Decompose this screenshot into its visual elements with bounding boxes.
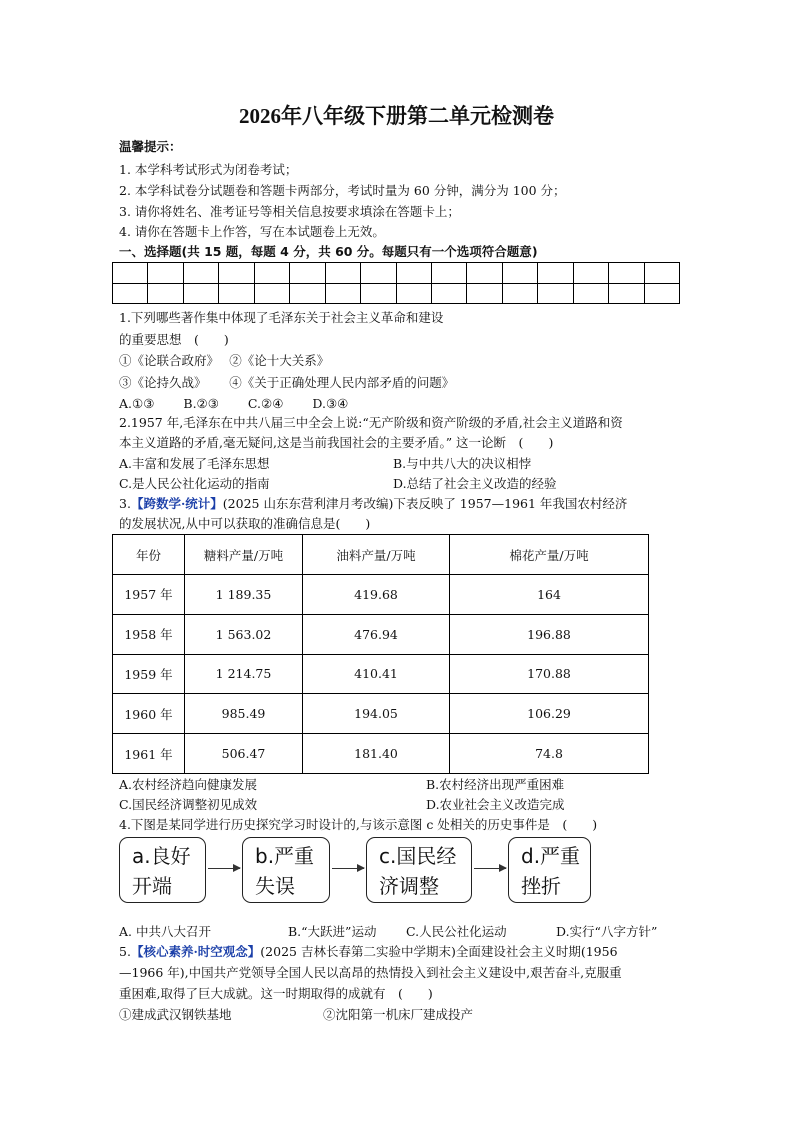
q1-stem: 的重要思想 ( ) (119, 332, 229, 347)
answer-cell[interactable] (290, 283, 325, 304)
q3-option-a: A.农村经济趋向健康发展 (119, 777, 258, 792)
answer-grid (112, 262, 680, 304)
q5-stem-text: (2025 吉林长春第二实验中学期末)全面建设社会主义时期(1956 (260, 944, 618, 959)
table-cell: 164 (450, 575, 649, 615)
answer-cell[interactable] (361, 283, 396, 304)
answer-cell[interactable] (502, 263, 537, 284)
answer-cell[interactable] (431, 263, 466, 284)
flow-box (242, 837, 330, 903)
table-header: 油料产量/万吨 (303, 535, 450, 575)
answer-cell[interactable] (609, 263, 644, 284)
q4-stem: 4.下图是某同学进行历史探究学习时设计的,与该示意图 c 处相关的历史事件是 ( ) (119, 817, 598, 832)
tip-item: 1. 本学科考试形式为闭卷考试； (119, 162, 298, 177)
answer-cell[interactable] (219, 283, 254, 304)
q3-stem-text: (2025 山东东营利津月考改编)下表反映了 1957—1961 年我国农村经济 (222, 496, 628, 511)
table-header-row (113, 535, 649, 575)
answer-cell[interactable] (183, 263, 218, 284)
answer-cell[interactable] (113, 263, 148, 284)
table-header: 棉花产量/万吨 (450, 535, 649, 575)
answer-cell[interactable] (325, 283, 360, 304)
answer-cell[interactable] (290, 263, 325, 284)
q5-stem (119, 943, 618, 960)
tips-heading: 温馨提示： (119, 139, 182, 154)
table-cell: 194.05 (303, 694, 450, 734)
table-row (113, 734, 649, 774)
q4-option-b: B.“大跃进”运动 (288, 924, 377, 939)
q3-option-b: B.农村经济出现严重困难 (426, 777, 565, 792)
answer-cell[interactable] (361, 263, 396, 284)
q3-option-d: D.农业社会主义改造完成 (426, 797, 565, 812)
q2-option-a: A.丰富和发展了毛泽东思想 (119, 456, 270, 471)
table-cell: 181.40 (303, 734, 450, 774)
q1-items: ③《论持久战》 ④《关于正确处理人民内部矛盾的问题》 (119, 375, 455, 390)
flow-box-line: 济调整 (379, 874, 439, 898)
q5-items: ①建成武汉钢铁基地 (119, 1007, 232, 1022)
answer-cell[interactable] (431, 283, 466, 304)
tip-item: 2. 本学科试卷分试题卷和答题卡两部分，考试时量为 60 分钟，满分为 100 分； (119, 183, 566, 198)
q2-option-c: C.是人民公社化运动的指南 (119, 476, 270, 491)
flow-box-line: d.严重 (521, 844, 581, 868)
flow-box (119, 837, 206, 903)
table-cell: 74.8 (450, 734, 649, 774)
table-row (113, 694, 649, 734)
q3-option-c: C.国民经济调整初见成效 (119, 797, 258, 812)
data-table (112, 534, 649, 774)
table-header: 年份 (113, 535, 185, 575)
tip-item: 4. 请你在答题卡上作答，写在本试题卷上无效。 (119, 224, 385, 239)
answer-cell[interactable] (396, 263, 431, 284)
answer-cell[interactable] (183, 283, 218, 304)
answer-cell[interactable] (644, 283, 679, 304)
answer-cell[interactable] (467, 283, 502, 304)
table-cell: 419.68 (303, 575, 450, 615)
q3-tag: 【跨数学·统计】 (130, 496, 223, 511)
flow-box-line: 开端 (132, 874, 172, 898)
flow-box-line: c.国民经 (379, 844, 457, 868)
table-row (113, 614, 649, 654)
flow-box (366, 837, 472, 903)
tip-item: 3. 请你将姓名、准考证号等相关信息按要求填涂在答题卡上； (119, 204, 460, 219)
q3-stem: 的发展状况,从中可以获取的准确信息是( ) (119, 516, 371, 531)
answer-cell[interactable] (573, 283, 608, 304)
answer-cell[interactable] (113, 283, 148, 304)
table-cell: 506.47 (185, 734, 303, 774)
table-cell: 1957 年 (113, 575, 185, 615)
answer-cell[interactable] (609, 283, 644, 304)
q1-items: ①《论联合政府》 ②《论十大关系》 (119, 353, 330, 368)
table-cell: 1960 年 (113, 694, 185, 734)
table-cell: 1958 年 (113, 614, 185, 654)
q5-stem: —1966 年),中国共产党领导全国人民以高昂的热情投入到社会主义建设中,艰苦奋斗,克服重 (119, 965, 622, 980)
answer-cell[interactable] (254, 263, 289, 284)
answer-cell[interactable] (148, 263, 183, 284)
q4-option-c: C.人民公社化运动 (406, 924, 507, 939)
table-header: 糖料产量/万吨 (185, 535, 303, 575)
page-title: 2026年八年级下册第二单元检测卷 (239, 104, 554, 128)
answer-grid-row (113, 263, 680, 284)
answer-cell[interactable] (396, 283, 431, 304)
q5-stem: 重困难,取得了巨大成就。这一时期取得的成就有 ( ) (119, 986, 433, 1001)
table-cell: 985.49 (185, 694, 303, 734)
table-row (113, 575, 649, 615)
answer-grid-row (113, 283, 680, 304)
answer-cell[interactable] (148, 283, 183, 304)
answer-cell[interactable] (254, 283, 289, 304)
table-cell: 1 563.02 (185, 614, 303, 654)
table-cell: 170.88 (450, 654, 649, 694)
q2-option-d: D.总结了社会主义改造的经验 (393, 476, 557, 491)
q1-stem: 1.下列哪些著作集中体现了毛泽东关于社会主义革命和建设 (119, 310, 444, 325)
table-cell: 106.29 (450, 694, 649, 734)
answer-cell[interactable] (502, 283, 537, 304)
section-heading: 一、选择题(共 15 题，每题 4 分，共 60 分。每题只有一个选项符合题意) (119, 244, 538, 259)
table-cell: 410.41 (303, 654, 450, 694)
table-cell: 1 189.35 (185, 575, 303, 615)
answer-cell[interactable] (325, 263, 360, 284)
answer-cell[interactable] (538, 283, 573, 304)
answer-cell[interactable] (538, 263, 573, 284)
q5-items: ②沈阳第一机床厂建成投产 (323, 1007, 474, 1022)
flow-box-line: b.严重 (255, 844, 315, 868)
q1-options: A.①③ B.②③ C.②④ D.③④ (119, 396, 349, 411)
flow-arrow-icon (208, 868, 240, 869)
q5-tag: 【核心素养·时空观念】 (130, 944, 261, 959)
q3-stem (119, 495, 627, 512)
flow-box-line: 失误 (255, 874, 295, 898)
table-row (113, 654, 649, 694)
flow-arrow-icon (332, 868, 364, 869)
q2-stem: 本主义道路的矛盾,毫无疑问,这是当前我国社会的主要矛盾。” 这一论断 ( ) (119, 435, 554, 450)
q5-number: 5. (119, 944, 131, 959)
q4-option-a: A. 中共八大召开 (119, 924, 211, 939)
answer-cell[interactable] (573, 263, 608, 284)
flow-box-line: a.良好 (132, 844, 191, 868)
q2-option-b: B.与中共八大的决议相悖 (393, 456, 532, 471)
answer-cell[interactable] (219, 263, 254, 284)
flow-arrow-icon (474, 868, 506, 869)
flow-box-line: 挫折 (521, 874, 561, 898)
flow-box (508, 837, 591, 903)
q2-stem: 2.1957 年,毛泽东在中共八届三中全会上说:“无产阶级和资产阶级的矛盾,社会主义道路和资 (119, 415, 623, 430)
table-cell: 196.88 (450, 614, 649, 654)
answer-cell[interactable] (467, 263, 502, 284)
q3-number: 3. (119, 496, 131, 511)
q4-option-d: D.实行“八字方针” (556, 924, 658, 939)
table-cell: 1961 年 (113, 734, 185, 774)
table-cell: 476.94 (303, 614, 450, 654)
table-cell: 1 214.75 (185, 654, 303, 694)
answer-cell[interactable] (644, 263, 679, 284)
table-cell: 1959 年 (113, 654, 185, 694)
